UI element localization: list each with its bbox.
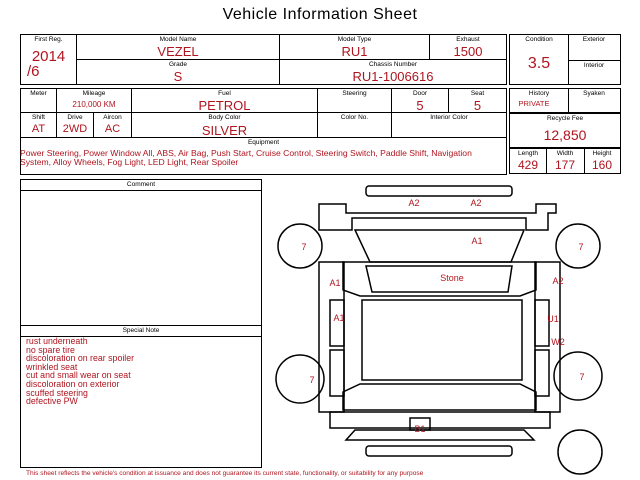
model-type-label: Model Type <box>337 36 372 43</box>
height-label: Height <box>592 150 612 157</box>
note-item: wrinkled seat <box>26 361 78 372</box>
width-value: 177 <box>554 158 576 172</box>
meter-label: Meter <box>30 90 47 97</box>
seat-value: 5 <box>473 98 482 113</box>
syaken-label: Syaken <box>583 90 605 97</box>
left-rear-door <box>330 350 344 396</box>
shift-value: AT <box>31 123 46 135</box>
mark-u1-right-door: U1 <box>547 314 559 324</box>
model-type-value: RU1 <box>341 44 368 59</box>
equipment-label: Equipment <box>247 139 280 146</box>
length-label: Length <box>518 150 538 157</box>
color-no-label: Color No. <box>340 114 369 121</box>
door-label: Door <box>412 90 428 97</box>
note-item: cut and small wear on seat <box>26 370 131 381</box>
condition-score: 3.5 <box>527 55 551 72</box>
note-item: rust underneath <box>26 336 88 346</box>
right-rear-door <box>535 350 549 396</box>
tire-rear-left-tread: 7 <box>309 375 315 385</box>
recycle-fee-value: 12,850 <box>543 127 587 143</box>
tire-rear-right-tread: 7 <box>579 372 585 382</box>
length-value: 429 <box>517 158 539 172</box>
grade-label: Grade <box>168 61 188 68</box>
tire-rear-right <box>554 352 602 400</box>
height-value: 160 <box>591 158 613 172</box>
model-name-label: Model Name <box>159 36 197 43</box>
steering-label: Steering <box>342 90 367 97</box>
tire-front-right-tread: 7 <box>578 242 584 252</box>
aircon-value: AC <box>104 123 121 135</box>
first-reg-month: /6 <box>27 63 40 80</box>
history-label: History <box>528 90 550 97</box>
interior-color-label: Interior Color <box>430 114 468 121</box>
mark-w2-right: W2 <box>551 337 565 347</box>
tire-front-left-tread: 7 <box>301 242 307 252</box>
footer-disclaimer: This sheet reflects the vehicle's condition at issuance and does not guarantee its current state, functionality, or suitability for any purpose <box>26 470 424 477</box>
fuel-value: PETROL <box>198 98 251 113</box>
note-item: scuffed steering <box>26 387 88 398</box>
aircon-label: Aircon <box>103 114 122 121</box>
mark-a2-left: A2 <box>408 198 420 208</box>
mark-a1-left-door: A1 <box>333 313 345 323</box>
roof-outline <box>362 300 522 380</box>
body-color-value: SILVER <box>201 123 248 138</box>
note-item: discoloration on exterior <box>26 378 120 389</box>
note-item: discoloration on rear spoiler <box>26 353 135 364</box>
mark-b1-rear: B1 <box>414 424 426 434</box>
drive-label: Drive <box>67 114 83 121</box>
first-reg-year: 2014 <box>31 48 66 65</box>
mark-a2-right: A2 <box>470 198 482 208</box>
grade-value: S <box>173 69 183 84</box>
exhaust-label: Exhaust <box>456 36 480 43</box>
mark-a1-top: A1 <box>471 236 483 246</box>
front-panel-outline <box>319 204 556 230</box>
fuel-label: Fuel <box>218 90 231 97</box>
spare-tire <box>558 430 602 474</box>
rear-bumper-outline <box>366 446 512 456</box>
body-color-label: Body Color <box>208 114 241 121</box>
exhaust-value: 1500 <box>453 44 483 59</box>
door-value: 5 <box>416 98 424 113</box>
shift-label: Shift <box>31 114 45 121</box>
rear-panel-outline <box>330 412 550 428</box>
equipment-text: Power Steering, Power Window All, ABS, Air Bag, Push Start, Cruise Control, Steering Switch, Paddle Shift, Navigation System, Alloy Wheels, Fog Light, LED Light, Rear Spoiler <box>20 148 472 168</box>
rear-window-outline <box>343 384 536 410</box>
windshield-inner <box>366 266 512 292</box>
hood-outline <box>355 230 524 262</box>
mark-stone: Stone <box>440 273 464 283</box>
model-name-value: VEZEL <box>157 44 199 59</box>
history-value: PRIVATE <box>518 99 550 108</box>
recycle-fee-label: Recycle Fee <box>546 115 584 122</box>
note-item: no spare tire <box>26 344 75 355</box>
chassis-label: Chassis Number <box>368 61 418 68</box>
interior-label: Interior <box>583 62 605 69</box>
trunk-outline <box>346 430 534 440</box>
first-reg-label: First Reg. <box>34 36 63 43</box>
front-bumper-outline <box>366 186 512 196</box>
left-front-door <box>330 300 344 346</box>
seat-label: Seat <box>470 90 485 97</box>
note-item: defective PW <box>26 396 78 407</box>
comment-label: Comment <box>126 181 156 188</box>
mark-a2-right-front: A2 <box>552 276 564 286</box>
drive-value: 2WD <box>62 123 88 135</box>
mileage-value: 210,000 KM <box>72 100 116 109</box>
chassis-value: RU1-1006616 <box>352 69 434 84</box>
mileage-label: Mileage <box>82 90 106 97</box>
width-label: Width <box>556 150 574 157</box>
exterior-label: Exterior <box>582 36 606 43</box>
tire-front-left <box>278 224 322 268</box>
condition-label: Condition <box>525 36 553 43</box>
sheet-title: Vehicle Information Sheet <box>222 6 418 23</box>
tire-rear-left <box>276 355 324 403</box>
mark-a1-left-front: A1 <box>329 278 341 288</box>
special-note-label: Special Note <box>122 327 160 334</box>
